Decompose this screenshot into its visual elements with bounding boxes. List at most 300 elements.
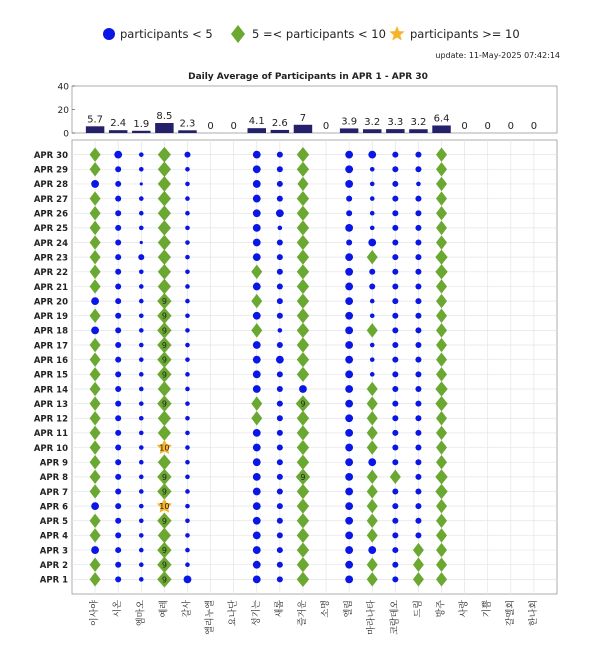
participants-circle-marker <box>415 445 421 451</box>
participants-circle-marker <box>140 241 143 244</box>
participants-circle-marker <box>277 298 283 304</box>
participants-circle-marker <box>368 239 376 247</box>
participants-circle-marker <box>392 562 398 568</box>
participants-circle-marker <box>115 576 121 582</box>
column-label: 마라나타 <box>367 600 378 635</box>
participants-circle-marker <box>370 357 375 362</box>
participants-circle-marker <box>253 502 261 510</box>
participants-circle-marker <box>368 546 376 554</box>
row-label: APR 3 <box>39 546 68 557</box>
participants-circle-marker <box>115 415 121 421</box>
bar <box>248 128 266 133</box>
participants-circle-marker <box>139 357 144 362</box>
participants-circle-marker <box>185 518 190 523</box>
bar <box>340 128 358 133</box>
participants-circle-marker <box>345 400 353 408</box>
row-label: APR 5 <box>39 517 68 528</box>
legend-label: 5 =< participants < 10 <box>252 27 386 41</box>
participants-circle-marker <box>139 401 144 406</box>
marker-value-label: 9 <box>161 487 167 497</box>
participants-circle-marker <box>392 488 398 494</box>
bar-value-label: 5.7 <box>87 114 104 126</box>
participants-circle-marker <box>253 444 261 452</box>
marker-value-label: 9 <box>161 546 167 556</box>
participants-circle-marker <box>345 458 353 466</box>
marker-value-label: 9 <box>161 560 167 570</box>
row-label: APR 23 <box>33 253 68 264</box>
participants-circle-marker <box>253 253 261 261</box>
participants-circle-marker <box>278 226 283 231</box>
row-label: APR 9 <box>39 458 68 469</box>
participants-circle-marker <box>392 459 398 465</box>
participants-circle-marker <box>253 151 261 159</box>
participants-circle-marker <box>392 196 398 202</box>
participants-circle-marker <box>345 444 353 452</box>
marker-value-label: 10 <box>159 502 170 512</box>
participants-circle-marker <box>115 283 121 289</box>
column-label: 새롬 <box>274 600 285 618</box>
participants-circle-marker <box>185 313 190 318</box>
participants-circle-marker <box>346 210 352 216</box>
participants-circle-marker <box>345 283 353 291</box>
participants-circle-marker <box>392 210 398 216</box>
participants-circle-marker <box>253 341 261 349</box>
participants-circle-marker <box>415 488 421 494</box>
column-label: 시온 <box>113 600 124 618</box>
participants-circle-marker <box>277 166 283 172</box>
participants-circle-marker <box>415 532 421 538</box>
participants-circle-marker <box>345 370 353 378</box>
participants-circle-marker <box>370 182 375 187</box>
participants-circle-marker <box>415 210 421 216</box>
participants-circle-marker <box>415 254 421 260</box>
bar <box>86 126 104 133</box>
participants-circle-marker <box>277 386 283 392</box>
participants-circle-marker <box>185 372 190 377</box>
participants-circle-marker <box>370 226 375 231</box>
participants-circle-marker <box>277 415 283 421</box>
participants-circle-marker <box>370 167 375 172</box>
participants-circle-marker <box>253 473 261 481</box>
participants-circle-marker <box>415 357 421 363</box>
participants-circle-marker <box>345 297 353 305</box>
participants-circle-marker <box>345 532 353 540</box>
participants-circle-marker <box>253 575 261 583</box>
bar <box>109 130 127 133</box>
row-label: APR 18 <box>33 326 68 337</box>
participants-circle-marker <box>139 299 144 304</box>
row-label: APR 1 <box>39 575 68 586</box>
participants-circle-marker <box>115 518 121 524</box>
bar-value-label: 7 <box>299 112 307 124</box>
participants-circle-marker <box>115 547 121 553</box>
bar <box>294 125 312 133</box>
participants-circle-marker <box>115 225 121 231</box>
participants-circle-marker <box>415 415 421 421</box>
participants-circle-marker <box>139 226 144 231</box>
participants-circle-marker <box>139 504 144 509</box>
column-label: 엘림 <box>344 600 355 618</box>
participants-circle-marker <box>185 489 190 494</box>
marker-value-label: 9 <box>161 472 167 482</box>
participants-circle-marker <box>392 532 398 538</box>
participants-circle-marker <box>392 283 398 289</box>
marker-value-label: 9 <box>161 399 167 409</box>
participants-circle-marker <box>139 152 144 157</box>
participants-circle-marker <box>415 342 421 348</box>
row-label: APR 10 <box>33 443 68 454</box>
participants-circle-marker <box>277 269 283 275</box>
participants-circle-marker <box>253 429 261 437</box>
column-label: 즐거운 <box>297 600 308 627</box>
participants-circle-marker <box>368 458 376 466</box>
row-label: APR 14 <box>33 385 68 396</box>
participants-circle-marker <box>392 327 398 333</box>
participants-circle-marker <box>277 503 283 509</box>
participants-circle-marker <box>139 445 144 450</box>
participants-circle-marker <box>185 401 190 406</box>
participants-circle-marker <box>345 180 353 188</box>
legend-label: participants >= 10 <box>410 27 520 41</box>
participants-circle-marker <box>139 328 144 333</box>
row-label: APR 6 <box>39 502 68 513</box>
bar <box>178 130 196 133</box>
dot-matrix-chart <box>34 140 557 635</box>
participants-circle-marker <box>91 180 99 188</box>
column-label: 기쁨 <box>482 600 493 618</box>
participants-circle-marker <box>392 547 398 553</box>
participants-circle-marker <box>185 460 190 465</box>
participants-circle-marker <box>392 357 398 363</box>
participants-circle-marker <box>185 211 190 216</box>
participants-circle-marker <box>139 475 144 480</box>
participants-circle-marker <box>253 312 261 320</box>
participants-circle-marker <box>115 459 121 465</box>
participants-circle-marker <box>277 547 283 553</box>
participants-circle-marker <box>115 386 121 392</box>
participants-circle-marker <box>392 430 398 436</box>
participants-circle-marker <box>392 371 398 377</box>
participants-circle-marker <box>369 283 375 289</box>
column-label: 사랑 <box>459 600 470 618</box>
participants-circle-marker <box>277 401 283 407</box>
bar <box>432 125 450 133</box>
participants-circle-marker <box>345 429 353 437</box>
row-label: APR 7 <box>39 487 68 498</box>
participants-circle-marker <box>184 152 190 158</box>
participants-circle-marker <box>185 416 190 421</box>
participants-circle-marker <box>139 562 144 567</box>
participants-circle-marker <box>346 240 352 246</box>
row-label: APR 12 <box>33 414 68 425</box>
participants-circle-marker <box>345 224 353 232</box>
participants-circle-marker <box>185 182 190 187</box>
participants-circle-marker <box>345 341 353 349</box>
marker-value-label: 9 <box>161 516 167 526</box>
participants-circle-marker <box>370 299 375 304</box>
participants-circle-marker <box>185 196 190 201</box>
bar <box>409 129 427 133</box>
participants-circle-marker <box>185 431 190 436</box>
participants-circle-marker <box>185 562 190 567</box>
participants-circle-marker <box>345 517 353 525</box>
column-label: 방주 <box>436 600 447 618</box>
participants-circle-marker <box>345 165 353 173</box>
participants-circle-marker <box>139 313 144 318</box>
participants-circle-marker <box>369 269 375 275</box>
participants-circle-marker <box>345 502 353 510</box>
participants-circle-marker <box>139 431 144 436</box>
participants-circle-marker <box>415 269 421 275</box>
bar-value-label: 6.4 <box>433 113 450 125</box>
participants-circle-marker <box>392 342 398 348</box>
participants-circle-marker <box>415 459 421 465</box>
participants-circle-marker <box>185 504 190 509</box>
participants-circle-marker <box>277 532 283 538</box>
participants-circle-marker <box>115 181 121 187</box>
participants-circle-marker <box>139 548 144 553</box>
participants-circle-marker <box>277 254 283 260</box>
participants-circle-marker <box>392 269 398 275</box>
participants-circle-marker <box>415 327 421 333</box>
column-label: 성기는 <box>251 600 262 627</box>
participants-circle-marker <box>139 577 144 582</box>
participants-circle-marker <box>415 474 421 480</box>
bar-chart-title: Daily Average of Participants in APR 1 - APR 30 <box>188 72 428 82</box>
participants-circle-marker <box>115 196 121 202</box>
participants-circle-marker <box>139 196 144 201</box>
participants-circle-marker <box>253 370 261 378</box>
participants-circle-marker <box>415 152 421 158</box>
participants-circle-marker <box>277 313 283 319</box>
row-label: APR 28 <box>33 180 68 191</box>
participants-circle-marker <box>370 313 375 318</box>
participants-circle-marker <box>115 298 121 304</box>
participants-circle-marker <box>115 357 121 363</box>
participants-circle-marker <box>392 503 398 509</box>
participants-circle-marker <box>277 459 283 465</box>
y-tick-label: 20 <box>57 106 69 116</box>
participants-circle-marker <box>253 546 261 554</box>
participants-circle-marker <box>115 532 121 538</box>
marker-value-label: 9 <box>300 472 306 482</box>
participants-circle-marker <box>345 561 353 569</box>
participants-circle-marker <box>253 356 261 364</box>
participants-circle-marker <box>392 401 398 407</box>
participants-circle-marker <box>368 151 376 159</box>
participants-circle-marker <box>185 445 190 450</box>
participants-circle-marker <box>139 284 144 289</box>
participants-circle-marker <box>115 166 121 172</box>
participants-circle-marker <box>277 283 283 289</box>
participants-circle-marker <box>91 297 99 305</box>
column-label: 엠마오 <box>136 600 147 627</box>
participants-circle-marker <box>415 166 421 172</box>
participants-circle-marker <box>277 152 283 158</box>
participants-circle-marker <box>115 430 121 436</box>
participants-circle-marker <box>345 268 353 276</box>
participants-circle-marker <box>277 518 283 524</box>
participants-circle-marker <box>345 414 353 422</box>
participants-circle-marker <box>253 532 261 540</box>
participants-circle-marker <box>277 181 283 187</box>
participants-circle-marker <box>139 518 144 523</box>
bar-value-label: 0 <box>322 121 330 132</box>
participants-circle-marker <box>115 240 121 246</box>
participants-circle-marker <box>345 473 353 481</box>
participants-circle-marker <box>253 180 261 188</box>
row-label: APR 4 <box>39 531 68 542</box>
participants-circle-marker <box>139 270 144 275</box>
participants-circle-marker <box>392 181 398 187</box>
participants-circle-marker <box>345 253 353 261</box>
participants-circle-marker <box>415 313 421 319</box>
bar-value-label: 8.5 <box>156 111 173 123</box>
participants-circle-marker <box>392 166 398 172</box>
participants-circle-marker <box>392 576 398 582</box>
participants-circle-marker <box>299 385 307 393</box>
participants-circle-marker <box>253 458 261 466</box>
participants-circle-marker <box>115 445 121 451</box>
column-label: 소명 <box>321 600 332 618</box>
bar-value-label: 2.6 <box>271 117 288 129</box>
participants-circle-marker <box>392 225 398 231</box>
bar-value-label: 0 <box>507 121 514 132</box>
row-label: APR 11 <box>33 429 68 440</box>
participants-circle-marker <box>415 518 421 524</box>
participants-circle-marker <box>185 299 190 304</box>
marker-value-label: 9 <box>161 355 167 365</box>
marker-value-label: 9 <box>161 370 167 380</box>
column-label: 갈사 <box>182 600 193 618</box>
bar-value-label: 3.2 <box>410 117 427 129</box>
participants-circle-marker <box>277 430 283 436</box>
participants-circle-marker <box>139 343 144 348</box>
column-label: 드림 <box>413 600 424 618</box>
participants-circle-marker <box>253 385 261 393</box>
row-label: APR 16 <box>33 355 68 366</box>
participants-circle-marker <box>370 343 375 348</box>
marker-value-label: 9 <box>161 297 167 307</box>
participants-circle-marker <box>277 474 283 480</box>
participants-circle-marker <box>415 196 421 202</box>
participants-circle-marker <box>115 474 121 480</box>
row-label: APR 26 <box>33 209 68 220</box>
bar-value-label: 2.3 <box>179 118 196 130</box>
row-label: APR 30 <box>33 150 68 161</box>
participants-circle-marker <box>370 211 375 216</box>
participants-circle-marker <box>115 401 121 407</box>
row-label: APR 21 <box>33 282 68 293</box>
y-tick-label: 0 <box>63 129 69 140</box>
column-label: 엘리누엘 <box>205 600 216 635</box>
participants-circle-marker <box>345 356 353 364</box>
participants-circle-marker <box>345 312 353 320</box>
participants-circle-marker <box>345 151 353 159</box>
participants-circle-marker <box>185 357 190 362</box>
column-label: 코람데오 <box>390 600 401 635</box>
legend-marker-star-icon <box>389 26 404 40</box>
bar-value-label: 0 <box>530 121 538 132</box>
participants-circle-marker <box>277 576 283 582</box>
row-label: APR 8 <box>39 473 68 484</box>
row-label: APR 27 <box>33 194 68 205</box>
participants-circle-marker <box>185 167 190 172</box>
participants-circle-marker <box>115 327 121 333</box>
participants-circle-marker <box>115 313 121 319</box>
participants-circle-marker <box>392 386 398 392</box>
bar-value-label: 3.3 <box>387 117 404 129</box>
participants-circle-marker <box>139 489 144 494</box>
dot-plot-frame <box>72 140 557 594</box>
participants-circle-marker <box>415 430 421 436</box>
participants-circle-marker <box>185 270 190 275</box>
bar <box>386 129 404 133</box>
participants-circle-marker <box>370 372 375 377</box>
row-label: APR 2 <box>39 561 68 572</box>
marker-value-label: 9 <box>161 575 167 585</box>
participants-circle-marker <box>392 240 398 246</box>
participants-circle-marker <box>277 445 283 451</box>
participants-circle-marker <box>139 211 144 216</box>
participants-circle-marker <box>138 254 144 260</box>
row-label: APR 24 <box>33 238 68 249</box>
participants-circle-marker <box>415 401 421 407</box>
participants-circle-marker <box>185 548 190 553</box>
row-label: APR 17 <box>33 341 68 352</box>
bar-value-label: 2.4 <box>110 118 127 130</box>
participants-circle-marker <box>345 575 353 583</box>
participants-circle-marker <box>185 226 190 231</box>
bar-value-label: 1.9 <box>133 118 150 130</box>
participants-circle-marker <box>277 371 283 377</box>
participants-circle-marker <box>253 165 261 173</box>
participants-circle-marker <box>345 326 353 334</box>
participants-circle-marker <box>139 387 144 392</box>
update-timestamp: update: 11-May-2025 07:42:14 <box>435 51 560 60</box>
bar <box>363 129 381 133</box>
marker-value-label: 9 <box>300 399 306 409</box>
marker-value-label: 9 <box>161 341 167 351</box>
participants-circle-marker <box>139 460 144 465</box>
participants-circle-marker <box>115 488 121 494</box>
participants-circle-marker <box>277 196 283 202</box>
participants-circle-marker <box>392 254 398 260</box>
bar-value-label: 4.1 <box>248 116 265 128</box>
participants-circle-marker <box>115 562 121 568</box>
bar-chart <box>58 83 557 140</box>
bar-value-label: 0 <box>207 121 214 132</box>
participants-circle-marker <box>253 195 261 203</box>
participants-circle-marker <box>415 240 421 246</box>
participants-circle-marker <box>277 488 283 494</box>
bar-value-label: 3.9 <box>341 116 358 128</box>
participants-circle-marker <box>276 209 284 217</box>
participants-circle-marker <box>253 488 261 496</box>
bar <box>271 130 289 133</box>
participants-circle-marker <box>277 240 283 246</box>
participants-circle-marker <box>91 326 99 334</box>
row-label: APR 29 <box>33 165 68 176</box>
participants-circle-marker <box>139 372 144 377</box>
column-label: 예레 <box>159 600 170 618</box>
participants-circle-marker <box>115 503 121 509</box>
participants-circle-marker <box>392 445 398 451</box>
participants-circle-marker <box>392 415 398 421</box>
participants-circle-marker <box>91 502 99 510</box>
row-label: APR 15 <box>33 370 68 381</box>
column-label: 이사야 <box>90 600 101 627</box>
